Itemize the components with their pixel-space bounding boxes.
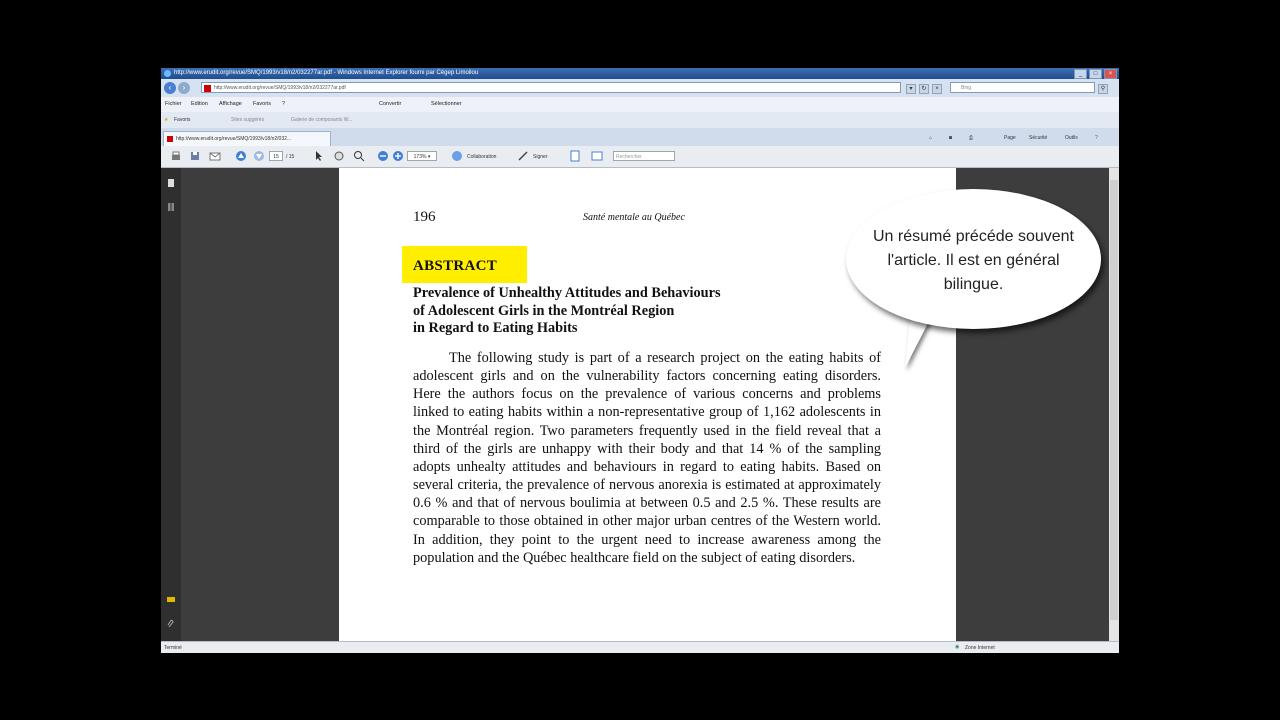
window-title: http://www.erudit.org/revue/SMQ/1993/v18/n2/032277ar.pdf - Windows Internet Explorer fourni par Cégep Limoilou xyxy=(174,70,479,76)
tab-label: http://www.erudit.org/revue/SMQ/1993/v18/n2/032... xyxy=(176,136,292,142)
select-tool-icon[interactable] xyxy=(313,150,325,162)
command-tools[interactable]: Outils xyxy=(1065,135,1078,141)
sign-button[interactable]: Signer xyxy=(533,154,548,160)
forward-button[interactable]: › xyxy=(178,82,190,94)
browser-window xyxy=(161,68,1119,653)
menu-bar xyxy=(161,97,1119,112)
back-button[interactable]: ‹ xyxy=(164,82,176,94)
url-field[interactable] xyxy=(201,82,901,93)
zoom-level: 173% xyxy=(413,154,427,160)
pages-icon[interactable] xyxy=(166,178,176,188)
ie-icon xyxy=(164,70,171,77)
select-button[interactable]: Sélectionner xyxy=(431,101,462,107)
stop-button[interactable]: × xyxy=(932,84,942,94)
tab-bar xyxy=(161,128,1119,146)
tab-document[interactable] xyxy=(163,131,331,146)
menu-file[interactable]: Fichier xyxy=(165,101,182,107)
page-number-input[interactable]: 15 xyxy=(269,151,283,161)
menu-help[interactable]: ? xyxy=(282,101,286,107)
feeds-icon[interactable]: ◙ xyxy=(949,135,953,141)
address-bar xyxy=(161,79,1119,97)
abstract-title-line: Prevalence of Unhealthy Attitudes and Behaviours xyxy=(413,285,721,301)
page-number: 196 xyxy=(413,209,436,225)
title-bar xyxy=(161,68,1119,79)
zoom-level-select[interactable]: 173% ▾ xyxy=(407,151,437,161)
abstract-title-line: of Adolescent Girls in the Montréal Region xyxy=(413,302,675,319)
status-bar xyxy=(161,641,1119,653)
save-icon[interactable] xyxy=(189,150,201,162)
collaboration-icon[interactable] xyxy=(451,150,463,162)
running-head: Santé mentale au Québec xyxy=(583,212,685,223)
minimize-button[interactable]: _ xyxy=(1074,69,1087,79)
menu-favorites[interactable]: Favoris xyxy=(253,101,272,107)
callout-bubble xyxy=(846,189,1101,329)
web-slice-gallery-link[interactable]: Galerie de composants W... xyxy=(291,117,353,123)
convert-button[interactable]: Convertir xyxy=(379,101,402,107)
command-security[interactable]: Sécurité xyxy=(1029,135,1048,141)
maximize-button[interactable]: □ xyxy=(1089,69,1102,79)
url-dropdown-button[interactable]: ▾ xyxy=(906,84,916,94)
abstract-title-line: in Regard to Eating Habits xyxy=(413,320,578,336)
vertical-scrollbar[interactable] xyxy=(1109,168,1119,641)
print-icon[interactable] xyxy=(170,150,182,162)
help-icon[interactable]: ? xyxy=(1095,135,1098,141)
hand-tool-icon[interactable] xyxy=(333,150,345,162)
home-icon[interactable]: ⌂ xyxy=(929,135,933,141)
command-page[interactable]: Page xyxy=(1004,135,1016,141)
navigation-panel xyxy=(161,168,181,641)
zoom-tool-icon[interactable] xyxy=(353,150,365,162)
suggested-sites-link[interactable]: Sites suggérés xyxy=(231,117,265,123)
bookmarks-icon[interactable] xyxy=(166,202,176,212)
security-zone: Zone Internet xyxy=(965,645,995,651)
zoom-out-icon[interactable] xyxy=(377,150,389,162)
favorites-button[interactable]: Favoris xyxy=(174,117,191,123)
pdf-icon xyxy=(167,136,173,142)
menu-edit[interactable]: Edition xyxy=(191,101,208,107)
globe-icon: ◉ xyxy=(955,644,960,650)
pdf-search-input[interactable] xyxy=(613,151,675,161)
pdf-toolbar xyxy=(161,146,1119,168)
pdf-icon xyxy=(204,85,211,92)
abstract-title xyxy=(413,285,833,338)
email-icon[interactable] xyxy=(209,150,221,162)
abstract-heading: ABSTRACT xyxy=(413,258,498,274)
search-icon[interactable]: ⚲ xyxy=(1098,84,1108,94)
window-controls xyxy=(1074,69,1117,79)
url-text: http://www.erudit.org/revue/SMQ/1993/v18/n2/032277ar.pdf xyxy=(214,85,346,91)
fit-width-icon[interactable] xyxy=(591,150,603,162)
previous-page-icon[interactable] xyxy=(235,150,247,162)
page-total: / 15 xyxy=(286,154,295,160)
comments-icon[interactable] xyxy=(166,595,176,605)
refresh-button[interactable]: ↻ xyxy=(919,84,929,94)
callout-text: Un résumé précéde souvent l'article. Il est en général bilingue. xyxy=(873,228,1074,293)
pdf-search-placeholder: Rechercher xyxy=(616,154,642,160)
zoom-in-icon[interactable] xyxy=(392,150,404,162)
status-text: Terminé xyxy=(164,645,182,651)
fit-page-icon[interactable] xyxy=(569,150,581,162)
favorites-bar xyxy=(161,112,1119,128)
attachments-icon[interactable] xyxy=(166,619,176,629)
search-placeholder: Bing xyxy=(961,85,972,91)
next-page-icon[interactable] xyxy=(253,150,265,162)
abstract-body: The following study is part of a research project on the eating habits of adolescent girls and on the vulnerability factors concerning eating disorders. Here the authors focus on the prevalence of various concerns and problems linked to eating habits within a non-representative group of 1,162 adolescents in the Montréal region. Two parameters frequently used in the field reveal that a third of the girls are unhappy with their body and that 14 % of the sampling adopts unhealty attitudes and behaviours in regard to eating habits. Based on several criteria, the prevalence of nervous anorexia is estimated at approximately 0.6 % and that of nervous boulimia at between 0.5 and 2.5 %. These results are comparable to those obtained in other major urban centres of the Western world. In addition, they point to the urgent need to increase awareness among the population and the Québec healthcare field on the subject of eating disorders. xyxy=(413,350,881,566)
search-input[interactable] xyxy=(950,82,1095,93)
collaboration-button[interactable]: Collaboration xyxy=(467,154,497,160)
print-icon[interactable]: ⎙ xyxy=(969,135,974,141)
scrollbar-thumb[interactable] xyxy=(1110,180,1118,620)
sign-pen-icon[interactable] xyxy=(517,150,529,162)
close-button[interactable]: × xyxy=(1104,69,1117,79)
menu-view[interactable]: Affichage xyxy=(219,101,242,107)
favorites-star-icon: ★ xyxy=(164,117,169,123)
